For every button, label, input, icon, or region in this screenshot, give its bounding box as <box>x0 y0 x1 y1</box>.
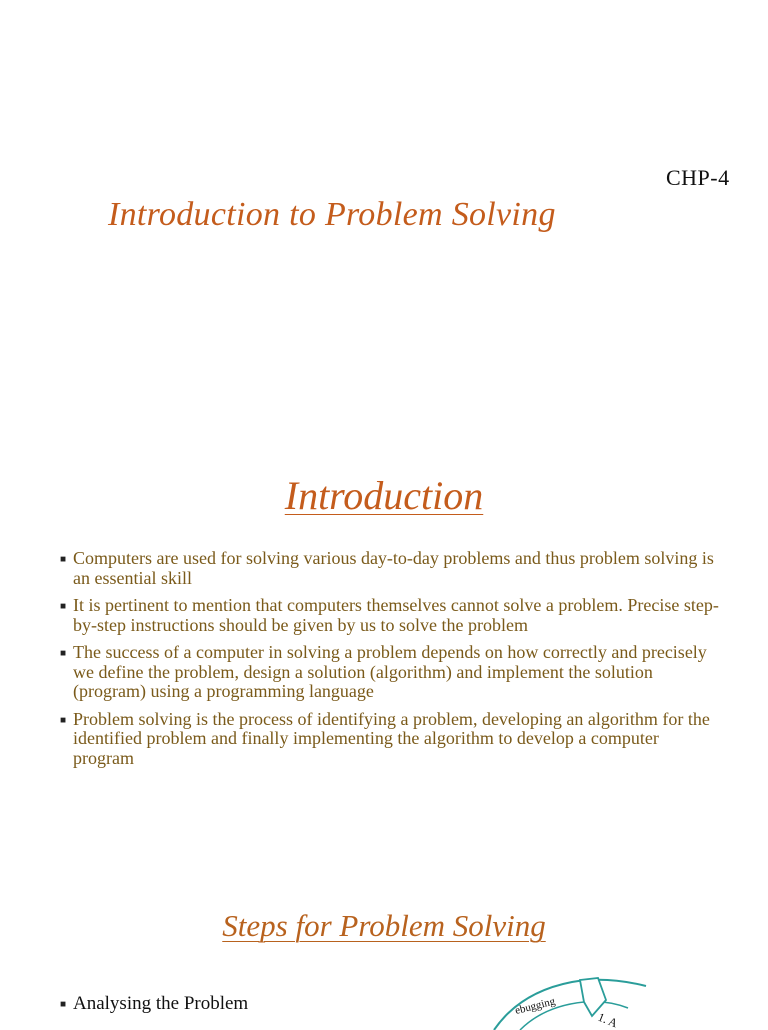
bullet-text: The success of a computer in solving a problem depends on how correctly and precisely we define the problem, design a solution (algorithm) and implement the solution (program) using a programming language <box>73 642 707 701</box>
bullet-item <box>60 643 720 702</box>
bullet-text: Computers are used for solving various day-to-day problems and thus problem solving is an essential skill <box>73 548 714 588</box>
debugging-label: ebugging <box>513 995 557 1017</box>
title-slide <box>0 0 768 420</box>
step-one-label: 1. A <box>595 1009 620 1030</box>
square-bullet-icon: ■ <box>60 714 67 726</box>
square-bullet-icon: ■ <box>60 601 67 612</box>
problem-solving-cycle-diagram <box>480 970 740 1030</box>
square-bullet-icon: ■ <box>60 648 67 659</box>
bullet-text: Analysing the Problem <box>73 993 249 1014</box>
steps-slide <box>0 880 768 1030</box>
bullet-list <box>60 549 720 776</box>
introduction-slide <box>0 440 768 840</box>
chapter-label: CHP-4 <box>666 165 730 190</box>
square-bullet-icon: ■ <box>60 999 67 1010</box>
bullet-item <box>60 549 720 588</box>
bullet-text: Problem solving is the process of identifying a problem, developing an algorithm for the identified problem and finally implementing the algorithm to develop a computer program <box>73 708 710 768</box>
bullet-item <box>60 596 720 635</box>
section-title: Introduction <box>284 473 484 518</box>
square-bullet-icon: ■ <box>60 554 67 565</box>
slide-title: Introduction to Problem Solving <box>108 196 556 233</box>
bullet-text: It is pertinent to mention that computers themselves cannot solve a problem. Precise step-by-step instructions should be given by us to solve the problem <box>73 595 719 635</box>
bullet-item <box>60 710 720 769</box>
section-title: Steps for Problem Solving <box>222 908 546 943</box>
